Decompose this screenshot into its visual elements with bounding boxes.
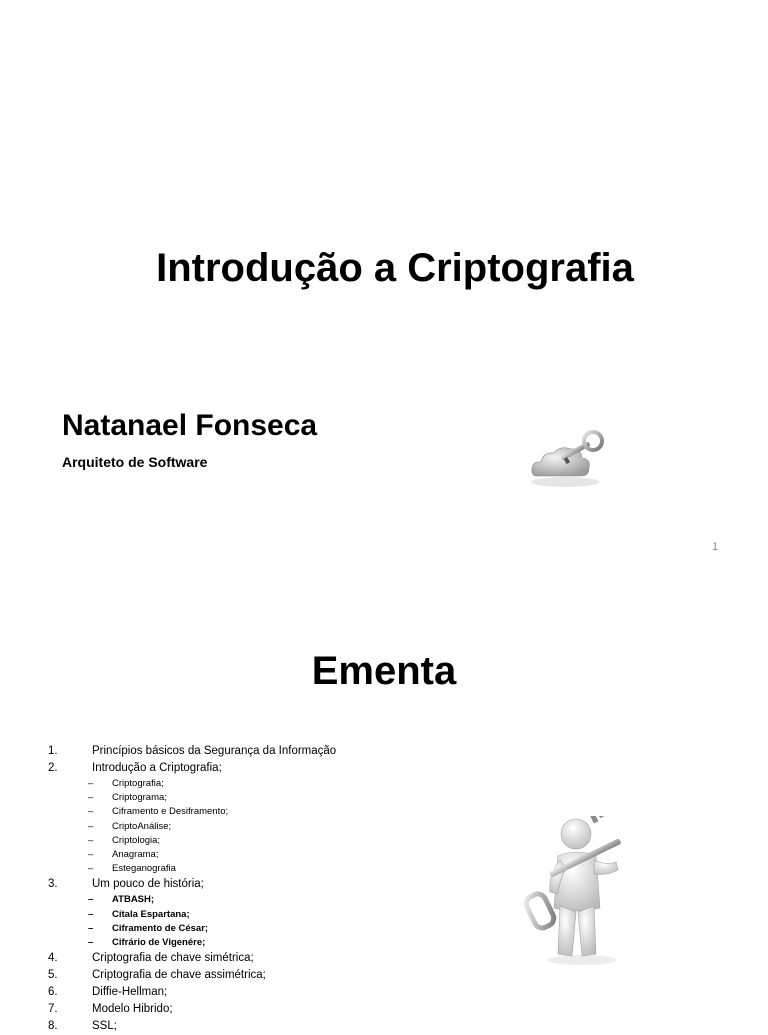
dash-bullet-icon: – — [88, 937, 94, 949]
sub-item — [0, 908, 500, 922]
item-label: SSL; — [92, 1020, 117, 1033]
sub-item-label: Criptograma; — [112, 792, 167, 804]
author-role: Arquiteto de Software — [62, 454, 208, 470]
syllabus-list — [0, 743, 500, 1035]
dash-bullet-icon: – — [88, 806, 94, 818]
item-label: Um pouco de história; — [92, 878, 204, 891]
sub-list — [0, 777, 500, 876]
sub-item-label: Cítala Espartana; — [112, 908, 190, 920]
item-number: 2. — [48, 762, 58, 774]
sub-item — [0, 777, 500, 791]
syllabus-item — [0, 950, 500, 967]
sub-item — [0, 820, 500, 834]
item-label: Criptografia de chave simétrica; — [92, 952, 254, 965]
item-label: Criptografia de chave assimétrica; — [92, 969, 266, 982]
item-number: 1. — [48, 745, 58, 757]
sub-item — [0, 848, 500, 862]
sub-item-label: ATBASH; — [112, 894, 155, 906]
syllabus-item — [0, 967, 500, 984]
sub-item-label: Criptografia; — [112, 778, 164, 789]
syllabus-item — [0, 984, 500, 1001]
item-label: Introdução a Criptografia; — [92, 762, 222, 774]
syllabus-item — [0, 1001, 500, 1018]
item-number: 5. — [48, 969, 58, 982]
sub-list — [0, 893, 500, 950]
dash-bullet-icon: – — [88, 863, 94, 875]
sub-item-label: CriptoAnálise; — [112, 820, 172, 832]
sub-item — [0, 791, 500, 805]
person-with-key-image — [520, 816, 644, 966]
syllabus-item — [0, 760, 500, 876]
item-number: 4. — [48, 952, 58, 965]
author-name: Natanael Fonseca — [62, 409, 318, 442]
page-number: 1 — [712, 541, 719, 553]
syllabus-item — [0, 876, 500, 950]
sub-item-label: Ciframento e Desiframento; — [112, 806, 229, 818]
item-number: 8. — [48, 1020, 58, 1033]
slide-title: Introdução a Criptografia — [156, 246, 634, 290]
item-number: 3. — [48, 878, 58, 891]
sub-item — [0, 936, 500, 950]
sub-item-label: Criptologia; — [112, 834, 161, 846]
item-label: Modelo Hibrido; — [92, 1003, 173, 1016]
cloud-key-image — [527, 418, 607, 494]
sub-item-label: Cifrário de Vigenére; — [112, 937, 206, 949]
dash-bullet-icon: – — [88, 778, 94, 789]
sub-item — [0, 805, 500, 819]
dash-bullet-icon: – — [88, 908, 94, 920]
item-number: 7. — [48, 1003, 58, 1016]
item-number: 6. — [48, 986, 58, 999]
dash-bullet-icon: – — [88, 922, 94, 934]
sub-item — [0, 893, 500, 907]
dash-bullet-icon: – — [88, 894, 94, 906]
sub-item-label: Esteganografia — [112, 863, 176, 875]
dash-bullet-icon: – — [88, 849, 94, 861]
sub-item-label: Anagrama; — [112, 849, 159, 861]
dash-bullet-icon: – — [88, 834, 94, 846]
item-label: Princípios básicos da Segurança da Informação — [92, 745, 337, 757]
syllabus-item — [0, 1018, 500, 1035]
syllabus-slide — [0, 578, 768, 1033]
sub-item — [0, 922, 500, 936]
dash-bullet-icon: – — [88, 792, 94, 804]
sub-item-label: Ciframento de César; — [112, 922, 209, 934]
dash-bullet-icon: – — [88, 820, 94, 832]
sub-item — [0, 862, 500, 876]
item-label: Diffie-Hellman; — [92, 986, 168, 999]
sub-item — [0, 834, 500, 848]
slide-title: Ementa — [311, 649, 457, 693]
syllabus-item — [0, 743, 500, 760]
